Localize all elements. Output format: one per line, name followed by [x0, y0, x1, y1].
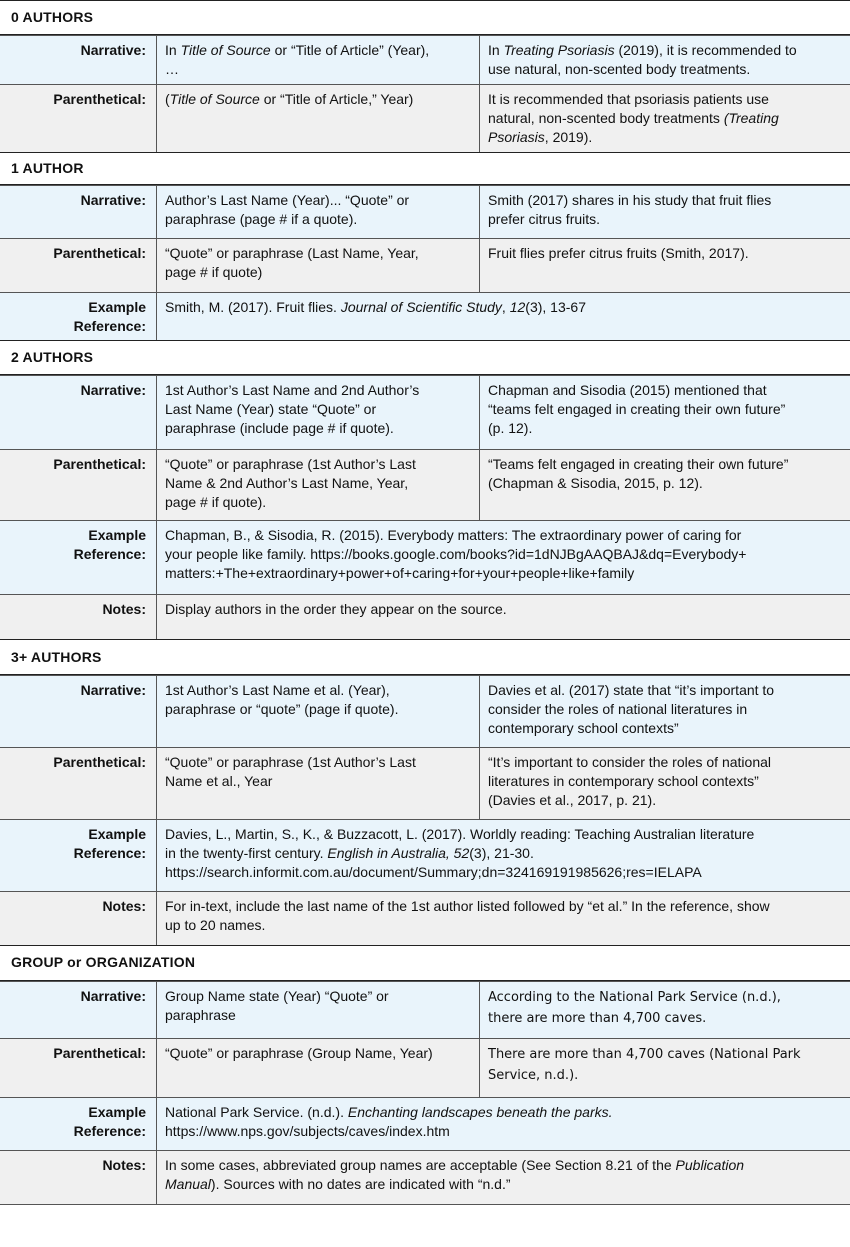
row-label: Narrative: [0, 676, 157, 747]
section-title: 1 AUTHOR [11, 160, 84, 176]
section-title: 0 AUTHORS [11, 9, 94, 25]
row-2-authors-parenthetical [0, 449, 850, 520]
notes-cell: For in-text, include the last name of the 1st author listed followed by “et al.” In the reference, show up to 20 names. [165, 898, 770, 933]
row-2-authors-reference [0, 520, 850, 594]
row-label: Example Reference: [0, 1098, 157, 1150]
row-label: Parenthetical: [0, 1039, 157, 1097]
section-title: GROUP or ORGANIZATION [11, 954, 196, 970]
format-cell: “Quote” or paraphrase (1st Author’s Last Name et al., Year [157, 748, 480, 819]
row-group-notes [0, 1150, 850, 1204]
format-cell: Group Name state (Year) “Quote” or paraphrase [157, 982, 480, 1038]
row-label: Narrative: [0, 186, 157, 238]
row-1-author-parenthetical [0, 238, 850, 292]
row-3-authors-parenthetical [0, 747, 850, 819]
row-label: Example Reference: [0, 521, 157, 594]
notes-cell: Display authors in the order they appear on the source. [165, 601, 507, 617]
section-title: 3+ AUTHORS [11, 649, 102, 665]
section-title: 2 AUTHORS [11, 349, 94, 365]
row-label: Parenthetical: [0, 450, 157, 520]
example-cell: In Treating Psoriasis (2019), it is recommended to use natural, non-scented body treatments. [488, 42, 797, 77]
row-label: Parenthetical: [0, 85, 157, 152]
row-group-narrative [0, 981, 850, 1038]
reference-cell: Chapman, B., & Sisodia, R. (2015). Everybody matters: The extraordinary power of caring for your people like family. https://books.google.com/books?id=1dNJBgAAQBAJ&dq=Everybody+ matters:+The+extraordinary+power+of+caring+for+your+people+like+family [165, 527, 747, 581]
format-cell: 1st Author’s Last Name and 2nd Author’s Last Name (Year) state “Quote” or paraphrase (include page # if quote). [157, 376, 480, 449]
row-label: Parenthetical: [0, 748, 157, 819]
section-header-1-author [0, 152, 850, 185]
reference-cell: National Park Service. (n.d.). Enchanting landscapes beneath the parks. https://www.nps.gov/subjects/caves/index.htm [165, 1104, 613, 1139]
row-label: Notes: [0, 892, 157, 945]
format-cell: “Quote” or paraphrase (1st Author’s Last Name & 2nd Author’s Last Name, Year, page # if quote). [157, 450, 480, 520]
reference-cell: Davies, L., Martin, S., K., & Buzzacott, L. (2017). Worldly reading: Teaching Australian literature in the twenty-first century. English in Australia, 52(3), 21-30. https://search.informit.com.au/document/Summary;dn=324169191985626;res=IELAPA [165, 826, 755, 880]
example-cell: Davies et al. (2017) state that “it’s important to consider the roles of national literatures in contemporary school contexts” [488, 682, 775, 736]
row-group-parenthetical [0, 1038, 850, 1097]
example-cell: Fruit flies prefer citrus fruits (Smith, 2017). [488, 245, 749, 261]
section-header-3-plus-authors [0, 639, 850, 675]
row-label: Notes: [0, 595, 157, 639]
row-0-authors-parenthetical [0, 84, 850, 152]
format-cell: Author’s Last Name (Year)... “Quote” or paraphrase (page # if a quote). [157, 186, 480, 238]
notes-cell: In some cases, abbreviated group names are acceptable (See Section 8.21 of the Publication Manual). Sources with no dates are indicated with “n.d.” [165, 1157, 745, 1192]
format-cell: (Title of Source or “Title of Article,” Year) [157, 85, 480, 152]
format-cell: In Title of Source or “Title of Article” (Year), … [157, 36, 480, 84]
row-1-author-narrative [0, 185, 850, 238]
example-cell: “Teams felt engaged in creating their own future” (Chapman & Sisodia, 2015, p. 12). [488, 456, 789, 491]
row-group-reference [0, 1097, 850, 1150]
row-1-author-reference [0, 292, 850, 340]
row-3-authors-notes [0, 891, 850, 945]
row-label: Narrative: [0, 376, 157, 449]
row-label: Example Reference: [0, 820, 157, 891]
example-cell: “It’s important to consider the roles of national literatures in contemporary school contexts” (Davies et al., 2017, p. 21). [488, 754, 772, 808]
row-label: Narrative: [0, 36, 157, 84]
format-cell: “Quote” or paraphrase (Group Name, Year) [157, 1039, 480, 1097]
example-cell: Chapman and Sisodia (2015) mentioned that “teams felt engaged in creating their own future” (p. 12). [488, 382, 786, 436]
reference-cell: Smith, M. (2017). Fruit flies. Journal of Scientific Study, 12(3), 13-67 [165, 299, 586, 315]
section-header-group [0, 945, 850, 981]
table-bottom-border [0, 1204, 850, 1205]
row-label: Parenthetical: [0, 239, 157, 292]
row-label: Example Reference: [0, 293, 157, 340]
example-cell: According to the National Park Service (n.d.), there are more than 4,700 caves. [488, 990, 781, 1026]
section-header-2-authors [0, 340, 850, 375]
row-label: Notes: [0, 1151, 157, 1204]
row-2-authors-notes [0, 594, 850, 639]
format-cell: 1st Author’s Last Name et al. (Year), paraphrase or “quote” (page if quote). [157, 676, 480, 747]
row-label: Narrative: [0, 982, 157, 1038]
example-cell: There are more than 4,700 caves (National Park Service, n.d.). [488, 1047, 801, 1083]
row-2-authors-narrative [0, 375, 850, 449]
row-0-authors-narrative [0, 35, 850, 84]
row-3-authors-reference [0, 819, 850, 891]
format-cell: “Quote” or paraphrase (Last Name, Year, page # if quote) [157, 239, 480, 292]
example-cell: It is recommended that psoriasis patients use natural, non-scented body treatments (Treating Psoriasis, 2019). [488, 91, 779, 145]
example-cell: Smith (2017) shares in his study that fruit flies prefer citrus fruits. [488, 192, 772, 227]
section-header-0-authors [0, 0, 850, 35]
row-3-authors-narrative [0, 675, 850, 747]
